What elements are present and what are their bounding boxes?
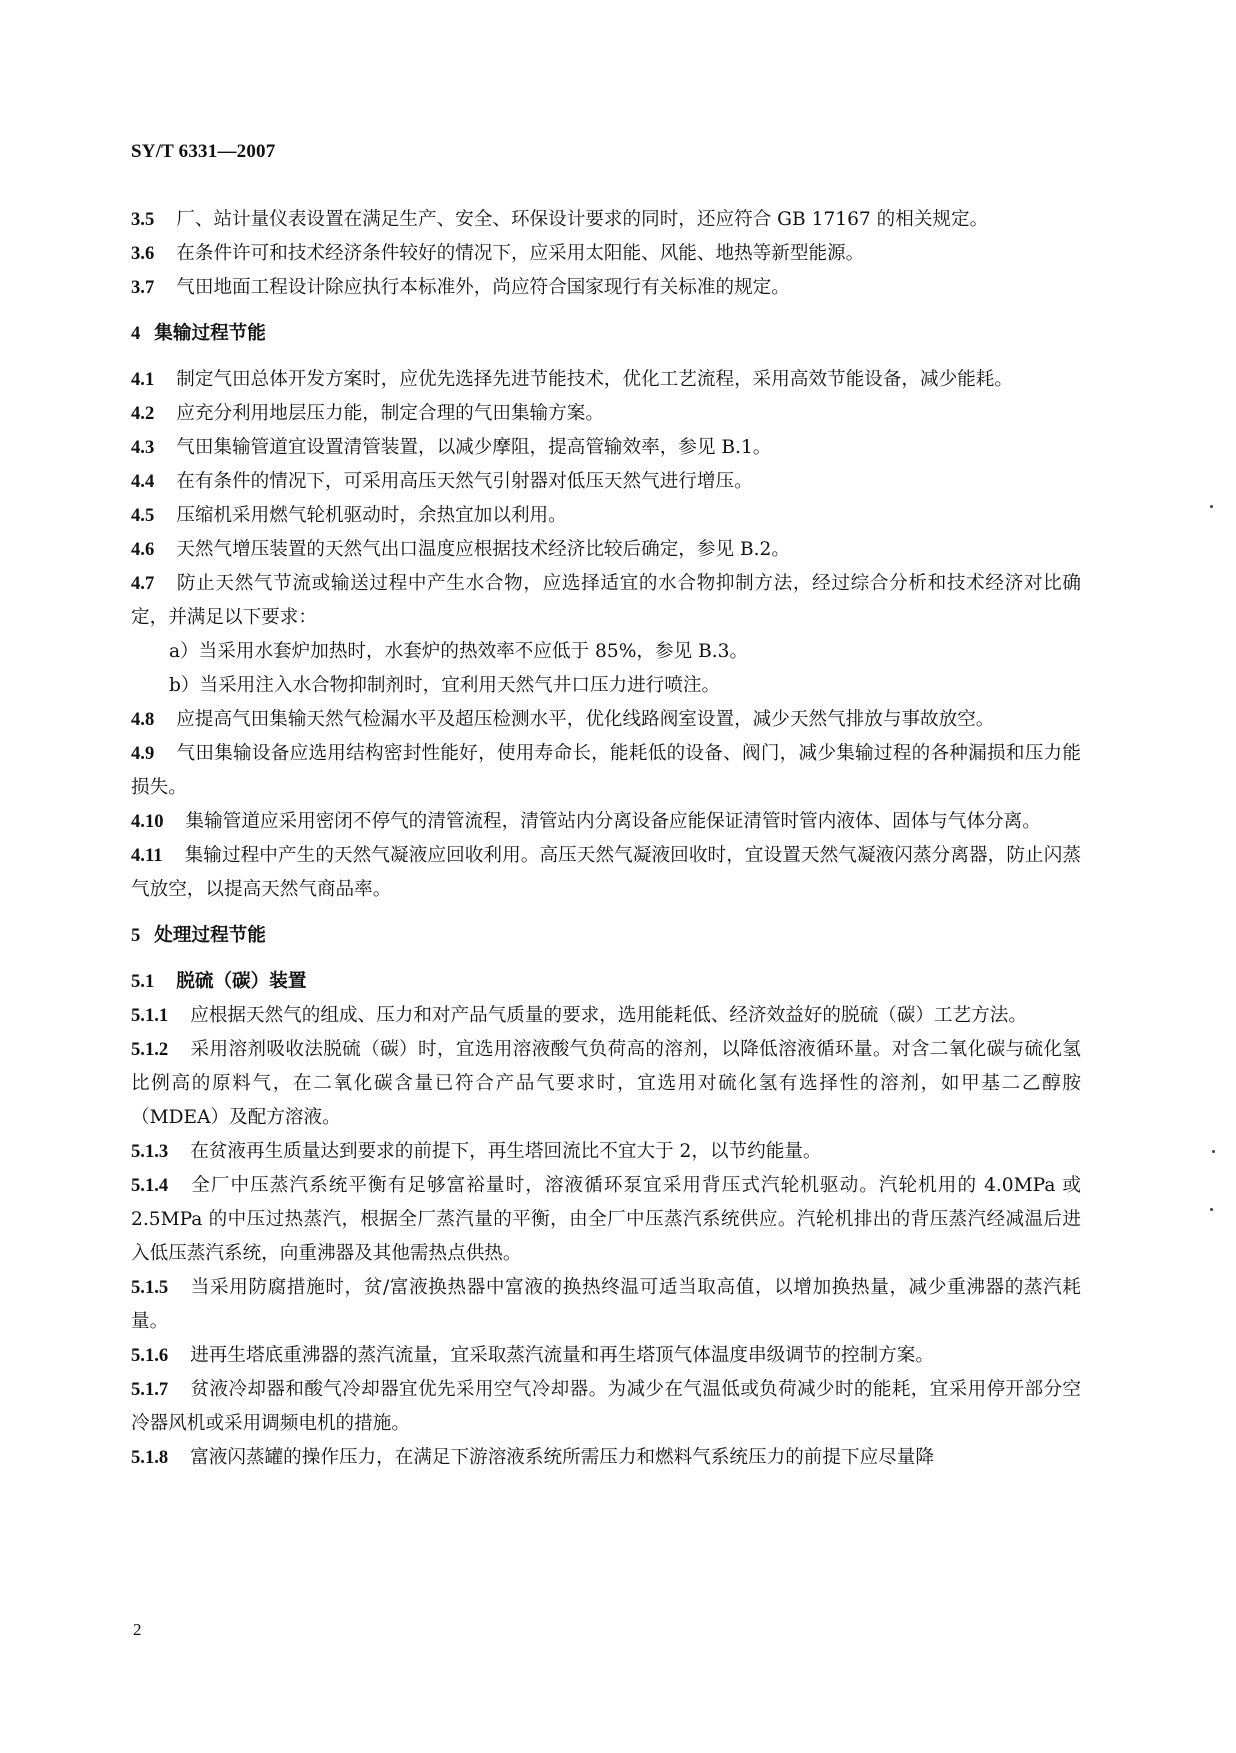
section-heading-5	[131, 919, 1081, 953]
clause-text: 在条件许可和技术经济条件较好的情况下，应采用太阳能、风能、地热等新型能源。	[176, 243, 865, 264]
clause-5-1-8	[131, 1441, 1081, 1475]
clause-number: 4.5	[131, 505, 155, 526]
scan-speck	[1212, 1150, 1215, 1153]
clause-number: 5.1.2	[131, 1039, 169, 1060]
clause-text: 在贫液再生质量达到要求的前提下，再生塔回流比不宜大于 2，以节约能量。	[190, 1141, 822, 1162]
clause-number: 4.1	[131, 369, 155, 390]
document-code: SY/T 6331—2007	[131, 141, 276, 162]
clause-4-11	[131, 839, 1081, 907]
subsection-title: 脱硫（碳）装置	[176, 971, 307, 992]
clause-5-1-1	[131, 999, 1081, 1033]
document-body	[131, 203, 1081, 1475]
clause-3-7	[131, 271, 1081, 305]
clause-5-1-3	[131, 1135, 1081, 1169]
clause-4-10	[131, 805, 1081, 839]
clause-text: 全厂中压蒸汽系统平衡有足够富裕量时，溶液循环泵宜采用背压式汽轮机驱动。汽轮机用的 4.0MPa 或 2.5MPa 的中压过热蒸汽，根据全厂蒸汽量的平衡，由全厂中压蒸汽系统供应。汽轮机排出的背压蒸汽经减温后进入低压蒸汽系统，向重沸器及其他需热点供热。	[131, 1175, 1081, 1264]
clause-4-4	[131, 465, 1081, 499]
clause-text: 厂、站计量仪表设置在满足生产、安全、环保设计要求的同时，还应符合 GB 17167 的相关规定。	[176, 209, 989, 230]
clause-text: 应根据天然气的组成、压力和对产品气质量的要求，选用能耗低、经济效益好的脱硫（碳）工艺方法。	[190, 1005, 1027, 1026]
clause-number: 4.2	[131, 403, 155, 424]
clause-4-7	[131, 567, 1081, 635]
clause-3-5	[131, 203, 1081, 237]
clause-number: 5.1.8	[131, 1447, 169, 1468]
clause-text: 集输过程中产生的天然气凝液应回收利用。高压天然气凝液回收时，宜设置天然气凝液闪蒸分离器，防止闪蒸气放空，以提高天然气商品率。	[131, 845, 1081, 900]
clause-4-3	[131, 431, 1081, 465]
clause-text: 防止天然气节流或输送过程中产生水合物，应选择适宜的水合物抑制方法，经过综合分析和技术经济对比确定，并满足以下要求：	[131, 573, 1081, 628]
clause-4-5	[131, 499, 1081, 533]
clause-text: 进再生塔底重沸器的蒸汽流量，宜采取蒸汽流量和再生塔顶气体温度串级调节的控制方案。	[190, 1345, 934, 1366]
clause-number: 5.1.6	[131, 1345, 169, 1366]
clause-number: 4.8	[131, 709, 155, 730]
clause-text: 应充分利用地层压力能，制定合理的气田集输方案。	[176, 403, 604, 424]
clause-text: 制定气田总体开发方案时，应优先选择先进节能技术，优化工艺流程，采用高效节能设备，减少能耗。	[176, 369, 1013, 390]
clause-number: 4.7	[131, 573, 155, 594]
clause-text: 集输管道应采用密闭不停气的清管流程，清管站内分离设备应能保证清管时管内液体、固体与气体分离。	[185, 811, 1041, 832]
clause-5-1-4	[131, 1169, 1081, 1271]
clause-text: 贫液冷却器和酸气冷却器宜优先采用空气冷却器。为减少在气温低或负荷减少时的能耗，宜采用停开部分空冷器风机或采用调频电机的措施。	[131, 1379, 1081, 1434]
section-number: 5	[131, 925, 141, 946]
clause-number: 5.1.4	[131, 1175, 169, 1196]
clause-text: 在有条件的情况下，可采用高压天然气引射器对低压天然气进行增压。	[176, 471, 753, 492]
clause-text: 天然气增压装置的天然气出口温度应根据技术经济比较后确定，参见 B.2。	[176, 539, 790, 560]
scan-speck	[1210, 505, 1213, 508]
list-item-b: b）当采用注入水合物抑制剂时，宜利用天然气井口压力进行喷注。	[169, 675, 721, 696]
clause-4-2	[131, 397, 1081, 431]
clause-number: 5.1.5	[131, 1277, 169, 1298]
clause-number: 4.10	[131, 811, 164, 832]
subsection-heading-5-1	[131, 965, 1081, 999]
clause-number: 3.5	[131, 209, 155, 230]
clause-number: 4.9	[131, 743, 155, 764]
clause-5-1-6	[131, 1339, 1081, 1373]
section-heading-4	[131, 317, 1081, 351]
clause-number: 5.1.7	[131, 1379, 169, 1400]
clause-4-1	[131, 363, 1081, 397]
subsection-number: 5.1	[131, 971, 155, 992]
clause-5-1-7	[131, 1373, 1081, 1441]
clause-number: 5.1.3	[131, 1141, 169, 1162]
list-item-a: a）当采用水套炉加热时，水套炉的热效率不应低于 85%，参见 B.3。	[169, 641, 749, 662]
clause-5-1-2	[131, 1033, 1081, 1135]
scan-speck	[1210, 1208, 1213, 1211]
clause-text: 采用溶剂吸收法脱硫（碳）时，宜选用溶液酸气负荷高的溶剂，以降低溶液循环量。对含二氧化碳与硫化氢比例高的原料气，在二氧化碳含量已符合产品气要求时，宜选用对硫化氢有选择性的溶剂，如甲基二乙醇胺（MDEA）及配方溶液。	[131, 1039, 1081, 1128]
section-title: 处理过程节能	[154, 925, 266, 946]
clause-number: 4.11	[131, 845, 163, 866]
clause-number: 3.7	[131, 277, 155, 298]
clause-4-6	[131, 533, 1081, 567]
clause-number: 3.6	[131, 243, 155, 264]
clause-4-9	[131, 737, 1081, 805]
clause-number: 5.1.1	[131, 1005, 169, 1026]
section-title: 集输过程节能	[154, 323, 266, 344]
section-number: 4	[131, 323, 141, 344]
clause-5-1-5	[131, 1271, 1081, 1339]
clause-text: 富液闪蒸罐的操作压力，在满足下游溶液系统所需压力和燃料气系统压力的前提下应尽量降	[190, 1447, 934, 1468]
clause-4-8	[131, 703, 1081, 737]
page-number: 2	[133, 1620, 142, 1639]
clause-text: 气田集输设备应选用结构密封性能好，使用寿命长，能耗低的设备、阀门，减少集输过程的各种漏损和压力能损失。	[131, 743, 1081, 798]
clause-text: 当采用防腐措施时，贫/富液换热器中富液的换热终温可适当取高值，以增加换热量，减少重沸器的蒸汽耗量。	[131, 1277, 1081, 1332]
clause-3-6	[131, 237, 1081, 271]
clause-text: 压缩机采用燃气轮机驱动时，余热宜加以利用。	[176, 505, 567, 526]
clause-number: 4.4	[131, 471, 155, 492]
clause-text: 应提高气田集输天然气检漏水平及超压检测水平，优化线路阀室设置，减少天然气排放与事故放空。	[176, 709, 995, 730]
clause-text: 气田集输管道宜设置清管装置，以减少摩阻，提高管输效率，参见 B.1。	[176, 437, 772, 458]
clause-text: 气田地面工程设计除应执行本标准外，尚应符合国家现行有关标准的规定。	[176, 277, 790, 298]
clause-number: 4.6	[131, 539, 155, 560]
clause-number: 4.3	[131, 437, 155, 458]
